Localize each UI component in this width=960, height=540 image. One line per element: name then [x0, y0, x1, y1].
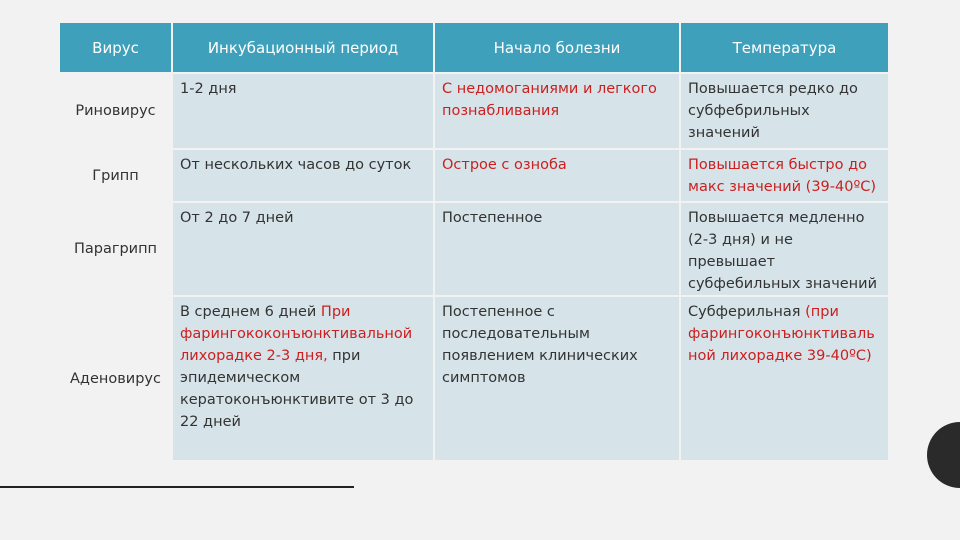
- header-virus: Вирус: [60, 23, 171, 72]
- onset-cell: [435, 203, 679, 295]
- virus-name-cell: Аденовирус: [60, 297, 171, 460]
- incubation-cell: [173, 150, 433, 201]
- incubation-text: 1-2 дня: [180, 81, 237, 97]
- onset-text: Острое с озноба: [442, 157, 567, 173]
- incubation-text: при эпидемическом кератоконъюнктивите от 3 до 22 дней: [180, 348, 414, 430]
- virus-name-cell: Риновирус: [60, 74, 171, 148]
- temperature-text: Повышается быстро до макс значений (39-40ºС): [688, 157, 877, 195]
- incubation-cell: [173, 297, 433, 460]
- incubation-cell: [173, 203, 433, 295]
- temperature-text: Повышается редко до субфебрильных значений: [688, 81, 858, 141]
- onset-cell: [435, 297, 679, 460]
- virus-name-cell: Грипп: [60, 150, 171, 201]
- temperature-text: (при фарингоконъюнктиваль ной лихорадке 39-40ºС): [688, 304, 875, 364]
- header-temperature: Температура: [681, 23, 888, 72]
- incubation-text: От нескольких часов до суток: [180, 157, 412, 173]
- virus-name-cell: Парагрипп: [60, 203, 171, 295]
- corner-circle-decoration: [927, 422, 960, 488]
- onset-cell: [435, 150, 679, 201]
- incubation-text: От 2 до 7 дней: [180, 210, 294, 226]
- header-onset: Начало болезни: [435, 23, 679, 72]
- onset-text: Постепенное с последовательным появлением клинических симптомов: [442, 304, 638, 386]
- onset-cell: [435, 74, 679, 148]
- onset-text: С недомоганиями и легкого познабливания: [442, 81, 657, 119]
- temperature-cell: [681, 203, 888, 295]
- temperature-text: Повышается медленно (2-3 дня) и не превышает субфебильных значений: [688, 210, 878, 292]
- virus-table: [60, 23, 888, 460]
- incubation-text: При фарингококонъюнктивальной лихорадке 2-3 дня,: [180, 304, 413, 364]
- temperature-cell: [681, 150, 888, 201]
- header-incubation: Инкубационный период: [173, 23, 433, 72]
- temperature-cell: [681, 74, 888, 148]
- temperature-cell: [681, 297, 888, 460]
- incubation-text: В среднем 6 дней: [180, 304, 321, 320]
- temperature-text: Субферильная: [688, 304, 806, 320]
- divider-line: [0, 486, 354, 488]
- onset-text: Постепенное: [442, 210, 543, 226]
- incubation-cell: [173, 74, 433, 148]
